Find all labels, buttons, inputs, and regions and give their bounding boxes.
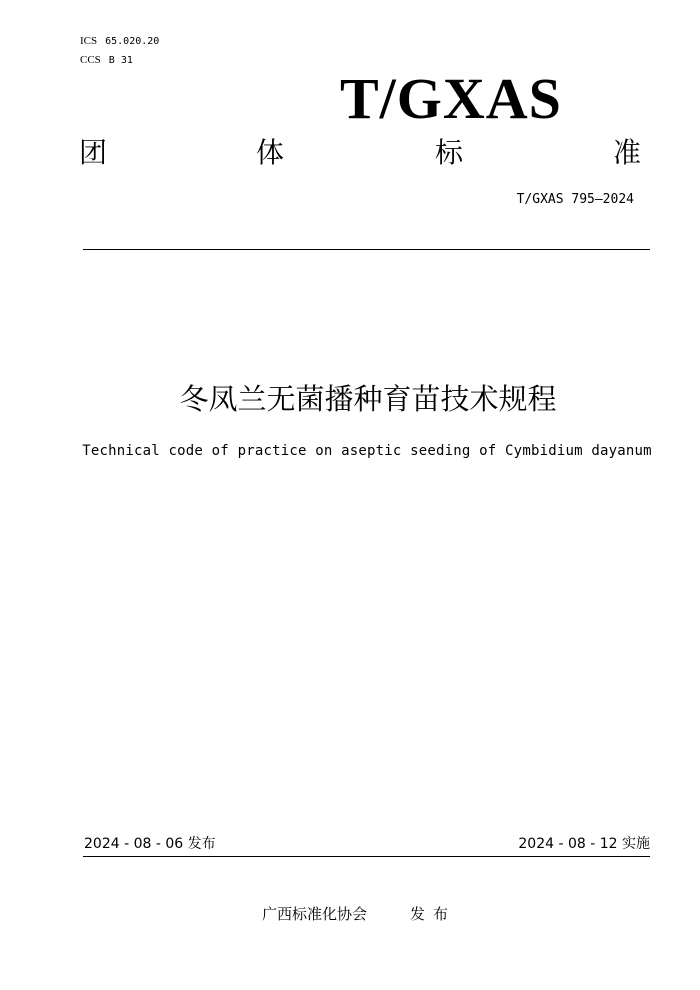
publisher-name: 广西标准化协会 (262, 905, 368, 923)
standard-type-char-3: 标 (435, 136, 464, 169)
ccs-label: CCS (80, 54, 101, 66)
issue-date: 2024 - 08 - 06 发布 (84, 836, 216, 852)
publish-label: 发布 (410, 905, 457, 923)
standard-type-char-1: 团 (79, 136, 108, 169)
footer-divider (83, 856, 650, 857)
implementation-date: 2024 - 08 - 12 实施 (518, 836, 650, 852)
standard-type-char-2: 体 (256, 136, 285, 169)
ccs-classification (80, 53, 133, 68)
ccs-code: B 31 (108, 55, 133, 66)
standard-type-char-4: 准 (613, 136, 642, 169)
document-title-chinese: 冬凤兰无菌播种育苗技术规程 (179, 382, 557, 416)
header-divider (83, 249, 650, 250)
ics-classification (80, 34, 159, 49)
ics-code: 65.020.20 (105, 36, 160, 47)
document-title-english: Technical code of practice on aseptic seeding of Cymbidium dayanum (82, 443, 652, 459)
standard-brand-logo: T/GXAS (340, 66, 562, 131)
ics-label: ICS (80, 35, 98, 47)
standard-number: T/GXAS 795—2024 (516, 192, 634, 207)
